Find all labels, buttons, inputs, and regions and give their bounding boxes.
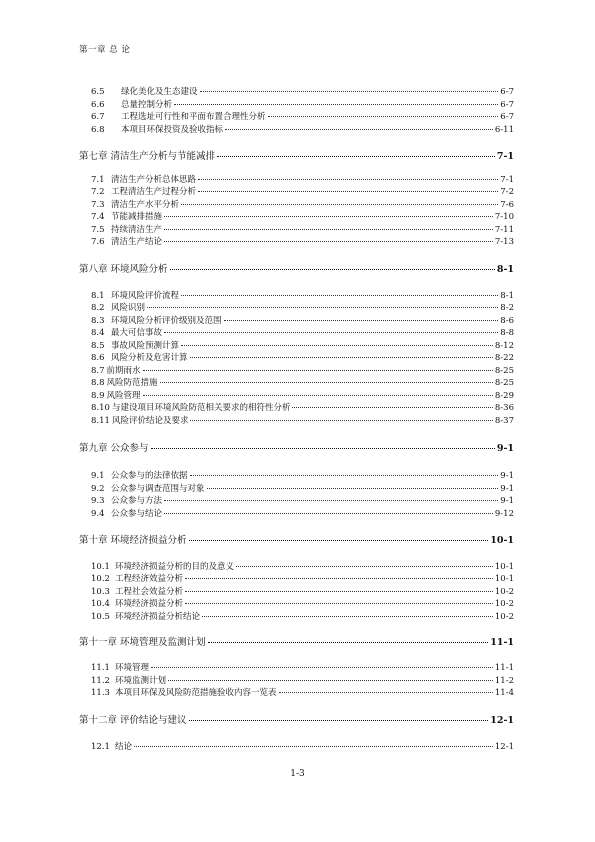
- toc-chapter-entry[interactable]: [79, 444, 514, 454]
- toc-page-ref: 8-37: [494, 416, 514, 426]
- toc-page-ref: 9-1: [500, 484, 514, 494]
- toc-entry-number: 8.5: [91, 341, 105, 351]
- toc-entry-number: 8.4: [91, 328, 105, 338]
- toc-entry-title: 环境监测计划: [115, 676, 167, 686]
- toc-page-ref: 6-7: [500, 100, 514, 110]
- toc-section-entry[interactable]: [91, 237, 514, 247]
- toc-entry-label: [91, 303, 145, 313]
- toc-entry-label: [91, 237, 162, 247]
- toc-page-ref: 8-22: [494, 353, 514, 363]
- toc-section-entry[interactable]: [91, 509, 514, 519]
- toc-page-ref: 11-1: [490, 637, 514, 648]
- toc-section-entry[interactable]: [91, 187, 514, 197]
- toc-entry-number: 6.7: [91, 112, 105, 122]
- toc-entry-label: [91, 587, 183, 597]
- toc-entry-number: 10.1: [91, 562, 110, 572]
- toc-entry-label: [91, 663, 149, 673]
- toc-page-ref: 12-1: [490, 715, 514, 726]
- toc-entry-number: 9.1: [91, 471, 105, 481]
- toc-section-entry[interactable]: [91, 212, 514, 222]
- toc-page-ref: 11-2: [494, 676, 514, 686]
- dot-leader: [181, 204, 498, 205]
- toc-section-entry[interactable]: [91, 112, 514, 122]
- toc-entry-number: 11.2: [91, 676, 110, 686]
- dot-leader: [279, 692, 493, 693]
- dot-leader: [198, 191, 498, 192]
- toc-entry-label: [91, 212, 162, 222]
- toc-entry-label: [91, 187, 196, 197]
- toc-entry-title: 风险评价结论及要求: [111, 416, 189, 426]
- toc-entry-title: 公众参与调查范围与对象: [111, 484, 205, 494]
- toc-entry-number: 8.2: [91, 303, 105, 313]
- toc-page-ref: 10-1: [494, 562, 514, 572]
- toc-page-ref: 9-1: [500, 471, 514, 481]
- toc-entry-number: 11.1: [91, 663, 110, 673]
- toc-section-entry[interactable]: [91, 391, 514, 401]
- dot-leader: [225, 129, 493, 130]
- toc-entry-label: [91, 87, 198, 97]
- dot-leader: [207, 488, 499, 489]
- dot-leader: [185, 591, 493, 592]
- toc-section-entry[interactable]: [91, 125, 514, 135]
- toc-section-entry[interactable]: [91, 688, 514, 698]
- toc-section-entry[interactable]: [91, 587, 514, 597]
- toc-entry-title: 公众参与的法律依据: [111, 471, 188, 481]
- toc-section-entry[interactable]: [91, 378, 514, 388]
- toc-entry-label: [91, 471, 188, 481]
- toc-section-entry[interactable]: [91, 341, 514, 351]
- dot-leader: [143, 395, 493, 396]
- toc-entry-label: 第十章 环境经济损益分析: [79, 535, 187, 546]
- toc-page-ref: 9-12: [494, 509, 514, 519]
- toc-section-entry[interactable]: [91, 484, 514, 494]
- toc-page-ref: 6-11: [494, 125, 514, 135]
- dot-leader: [134, 746, 493, 747]
- toc-entry-number: 7.5: [91, 225, 105, 235]
- dot-leader: [268, 116, 499, 117]
- toc-entry-number: 9.2: [91, 484, 105, 494]
- dot-leader: [174, 104, 498, 105]
- toc-page-ref: 11-4: [494, 688, 514, 698]
- toc-page-ref: 10-2: [494, 599, 514, 609]
- toc-section-entry[interactable]: [91, 416, 514, 426]
- toc-chapter-entry[interactable]: [79, 536, 514, 546]
- page-number: 1-3: [290, 769, 305, 779]
- toc-entry-label: [91, 328, 162, 338]
- toc-page-ref: 8-8: [500, 328, 514, 338]
- toc-entry-label: [91, 403, 290, 413]
- toc-entry-label: [91, 378, 158, 388]
- toc-entry-number: 7.6: [91, 237, 105, 247]
- toc-section-entry[interactable]: [91, 87, 514, 97]
- toc-entry-title: 总量控制分析: [121, 100, 173, 110]
- toc-entry-number: 8.3: [91, 316, 105, 326]
- toc-page-ref: 7-11: [494, 225, 514, 235]
- toc-page-ref: 8-29: [494, 391, 514, 401]
- toc-entry-label: [91, 496, 162, 506]
- toc-entry-title: 结论: [115, 742, 133, 752]
- toc-entry-label: 第九章 公众参与: [79, 443, 149, 454]
- toc-entry-label: [91, 125, 223, 135]
- toc-entry-title: 环境管理: [115, 663, 150, 673]
- dot-leader: [151, 448, 495, 449]
- toc-section-entry[interactable]: [91, 316, 514, 326]
- dot-leader: [236, 566, 493, 567]
- toc-entry-number: 7.4: [91, 212, 105, 222]
- dot-leader: [164, 241, 493, 242]
- toc-entry-title: 清洁生产分析总体思路: [111, 175, 197, 185]
- dot-leader: [208, 642, 489, 643]
- toc-page-ref: 8-25: [494, 366, 514, 376]
- dot-leader: [190, 420, 492, 421]
- dot-leader: [164, 513, 493, 514]
- toc-entry-number: 7.3: [91, 200, 105, 210]
- toc-entry-title: 风险分析及危害计算: [111, 353, 188, 363]
- toc-section-entry[interactable]: [91, 200, 514, 210]
- toc-entry-number: 10.5: [91, 612, 110, 622]
- dot-leader: [189, 720, 489, 721]
- toc-page-ref: 8-12: [494, 341, 514, 351]
- toc-section-entry[interactable]: [91, 225, 514, 235]
- toc-section-entry[interactable]: [91, 471, 514, 481]
- toc-entry-number: 9.4: [91, 509, 105, 519]
- toc-entry-number: 8.10: [91, 403, 110, 413]
- toc-entry-number: 10.4: [91, 599, 110, 609]
- toc-entry-number: 6.6: [91, 100, 105, 110]
- toc-page-ref: 7-6: [500, 200, 514, 210]
- toc-entry-label: [91, 574, 183, 584]
- toc-entry-title: 持续清洁生产: [111, 225, 163, 235]
- toc-entry-label: [91, 353, 188, 363]
- toc-section-entry[interactable]: [91, 663, 514, 673]
- toc-entry-label: [91, 366, 141, 376]
- dot-leader: [200, 91, 499, 92]
- toc-entry-number: 7.2: [91, 187, 105, 197]
- toc-entry-title: 环境经济损益分析的目的及意义: [115, 562, 235, 572]
- toc-page-ref: 8-25: [494, 378, 514, 388]
- dot-leader: [292, 407, 492, 408]
- toc-page-ref: 8-2: [500, 303, 514, 313]
- toc-entry-label: [91, 291, 179, 301]
- dot-leader: [170, 269, 495, 270]
- toc-entry-title: 前期雨水: [106, 366, 141, 376]
- toc-page-ref: 9-1: [496, 443, 514, 454]
- toc-entry-label: 第十一章 环境管理及监测计划: [79, 637, 206, 648]
- toc-entry-label: [91, 612, 200, 622]
- toc-section-entry[interactable]: [91, 612, 514, 622]
- toc-section-entry[interactable]: [91, 100, 514, 110]
- dot-leader: [190, 475, 499, 476]
- dot-leader: [189, 540, 489, 541]
- toc-entry-number: 10.3: [91, 587, 110, 597]
- toc-entry-number: 8.7: [91, 366, 105, 376]
- dot-leader: [164, 216, 493, 217]
- toc-page-ref: 10-1: [490, 535, 514, 546]
- toc-page-ref: 7-13: [494, 237, 514, 247]
- toc-section-entry[interactable]: [91, 366, 514, 376]
- dot-leader: [217, 156, 495, 157]
- toc-entry-title: 最大可信事故: [111, 328, 163, 338]
- toc-page-ref: 7-2: [500, 187, 514, 197]
- toc-page-ref: 8-36: [494, 403, 514, 413]
- toc-section-entry[interactable]: [91, 328, 514, 338]
- toc-chapter-entry[interactable]: [79, 716, 514, 726]
- toc-entry-title: 风险管理: [106, 391, 141, 401]
- toc-entry-title: 公众参与方法: [111, 496, 163, 506]
- toc-entry-label: [91, 225, 162, 235]
- toc-entry-number: 11.3: [91, 688, 110, 698]
- dot-leader: [181, 345, 493, 346]
- dot-leader: [164, 229, 493, 230]
- toc-page-ref: 10-1: [494, 574, 514, 584]
- toc-entry-label: [91, 112, 266, 122]
- toc-section-entry[interactable]: [91, 291, 514, 301]
- toc-entry-title: 工程清洁生产过程分析: [111, 187, 197, 197]
- dot-leader: [151, 667, 493, 668]
- toc-entry-number: 6.5: [91, 87, 105, 97]
- toc-page-ref: 10-2: [494, 612, 514, 622]
- toc-section-entry[interactable]: [91, 742, 514, 752]
- toc-section-entry[interactable]: [91, 303, 514, 313]
- dot-leader: [198, 179, 498, 180]
- toc-page-ref: 9-1: [500, 496, 514, 506]
- toc-entry-label: [91, 509, 162, 519]
- toc-entry-number: 8.8: [91, 378, 105, 388]
- toc-entry-title: 工程经济效益分析: [115, 574, 184, 584]
- toc-page-ref: 7-1: [496, 151, 514, 162]
- toc-entry-title: 工程社会效益分析: [115, 587, 184, 597]
- toc-entry-title: 清洁生产结论: [111, 237, 163, 247]
- toc-chapter-entry[interactable]: [79, 638, 514, 648]
- dot-leader: [181, 295, 498, 296]
- toc-section-entry[interactable]: [91, 353, 514, 363]
- toc-section-entry[interactable]: [91, 496, 514, 506]
- toc-entry-title: 公众参与结论: [111, 509, 163, 519]
- dot-leader: [168, 680, 493, 681]
- toc-entry-label: [91, 341, 179, 351]
- toc-entry-title: 环境经济损益分析结论: [115, 612, 201, 622]
- toc-page-ref: 8-6: [500, 316, 514, 326]
- dot-leader: [164, 332, 498, 333]
- toc-entry-number: 8.9: [91, 391, 105, 401]
- running-header: 第一章 总 论: [79, 45, 131, 55]
- toc-entry-title: 与建设项目环境风险防范相关要求的相符性分析: [111, 403, 291, 413]
- toc-entry-label: 第十二章 评价结论与建议: [79, 715, 187, 726]
- toc-entry-label: [91, 391, 141, 401]
- dot-leader: [185, 578, 493, 579]
- toc-entry-label: [91, 688, 277, 698]
- toc-entry-number: 8.1: [91, 291, 105, 301]
- dot-leader: [143, 370, 493, 371]
- toc-entry-label: [91, 416, 188, 426]
- toc-section-entry[interactable]: [91, 599, 514, 609]
- toc-entry-label: [91, 562, 234, 572]
- dot-leader: [202, 616, 493, 617]
- toc-entry-title: 清洁生产水平分析: [111, 200, 180, 210]
- toc-entry-title: 本项目环保投资及验收指标: [121, 125, 224, 135]
- toc-page-ref: 7-10: [494, 212, 514, 222]
- toc-page-ref: 8-1: [496, 264, 514, 275]
- dot-leader: [185, 603, 493, 604]
- toc-section-entry[interactable]: [91, 676, 514, 686]
- toc-entry-title: 环境风险分析评价级别及范围: [111, 316, 222, 326]
- toc-entry-label: [91, 175, 196, 185]
- toc-entry-label: [91, 599, 183, 609]
- toc-entry-title: 环境经济损益分析: [115, 599, 184, 609]
- toc-page-ref: 6-7: [500, 112, 514, 122]
- toc-entry-label: 第七章 清洁生产分析与节能减排: [79, 151, 216, 162]
- toc-section-entry[interactable]: [91, 403, 514, 413]
- toc-entry-title: 环境风险评价流程: [111, 291, 180, 301]
- toc-section-entry[interactable]: [91, 574, 514, 584]
- toc-entry-title: 事故风险预测计算: [111, 341, 180, 351]
- toc-entry-title: 风险识别: [111, 303, 146, 313]
- dot-leader: [164, 500, 498, 501]
- toc-entry-label: [91, 676, 166, 686]
- toc-entry-number: 6.8: [91, 125, 105, 135]
- toc-entry-number: 12.1: [91, 742, 110, 752]
- toc-entry-title: 工程选址可行性和平面布置合理性分析: [121, 112, 266, 122]
- dot-leader: [160, 382, 493, 383]
- toc-entry-number: 9.3: [91, 496, 105, 506]
- toc-entry-label: [91, 200, 179, 210]
- toc-section-entry[interactable]: [91, 175, 514, 185]
- toc-page-ref: 12-1: [494, 742, 514, 752]
- toc-entry-title: 风险防范措施: [106, 378, 158, 388]
- toc-entry-number: 7.1: [91, 175, 105, 185]
- toc-chapter-entry[interactable]: [79, 152, 514, 162]
- toc-entry-label: 第八章 环境风险分析: [79, 264, 168, 275]
- toc-entry-number: 10.2: [91, 574, 110, 584]
- toc-page-ref: 10-2: [494, 587, 514, 597]
- toc-entry-title: 本项目环保及风险防范措施验收内容一览表: [115, 688, 277, 698]
- dot-leader: [190, 357, 493, 358]
- dot-leader: [147, 307, 498, 308]
- toc-entry-label: [91, 484, 205, 494]
- toc-entry-label: [91, 316, 222, 326]
- toc-entry-title: 绿化美化及生态建设: [121, 87, 198, 97]
- toc-page-ref: 8-1: [500, 291, 514, 301]
- toc-entry-number: 8.11: [91, 416, 110, 426]
- toc-entry-label: [91, 100, 172, 110]
- toc-entry-number: 8.6: [91, 353, 105, 363]
- dot-leader: [224, 320, 499, 321]
- toc-page-ref: 6-7: [500, 87, 514, 97]
- toc-page-ref: 7-1: [500, 175, 514, 185]
- toc-page-ref: 11-1: [494, 663, 514, 673]
- toc-entry-label: [91, 742, 132, 752]
- toc-entry-title: 节能减排措施: [111, 212, 163, 222]
- toc-section-entry[interactable]: [91, 562, 514, 572]
- toc-chapter-entry[interactable]: [79, 265, 514, 275]
